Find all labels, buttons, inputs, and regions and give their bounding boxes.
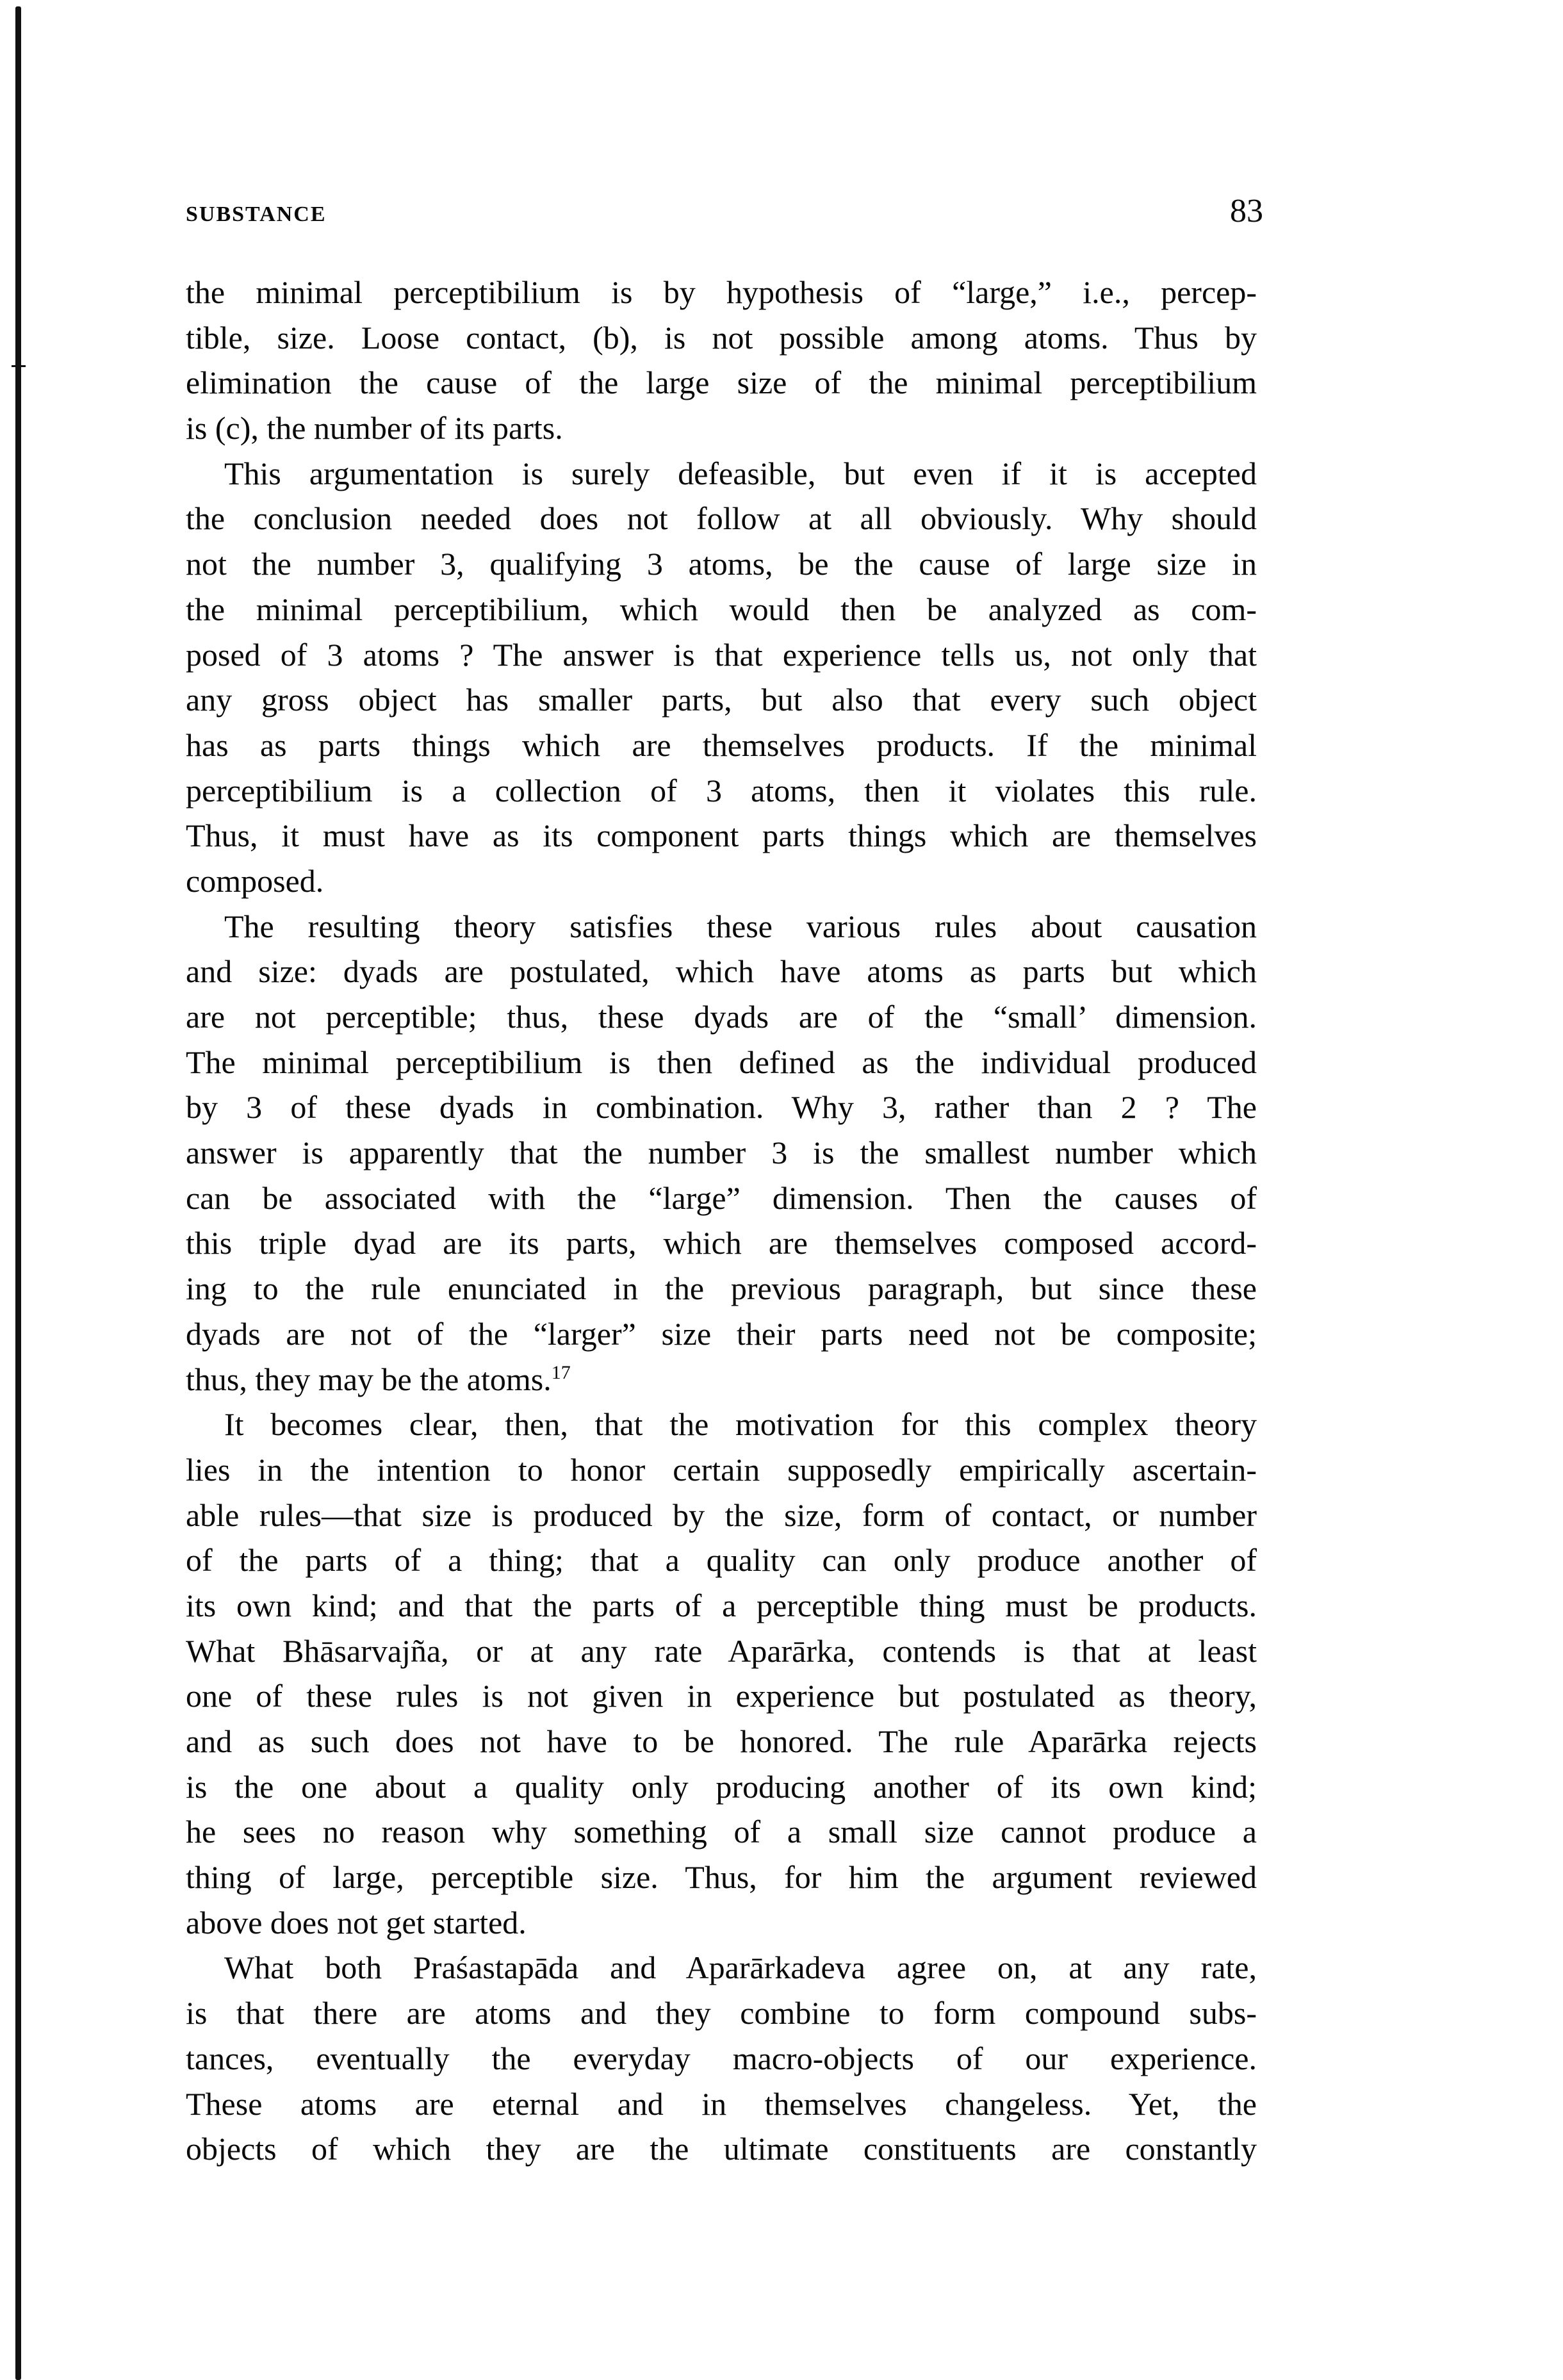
text-line: are not perceptible; thus, these dyads are of the “small’ dimension. [186, 999, 1257, 1035]
page-number: 83 [1230, 193, 1263, 229]
text-line: posed of 3 atoms ? The answer is that experience tells us, not only that [186, 636, 1257, 673]
text-line: Thus, it must have as its component parts things which are themselves [186, 817, 1257, 854]
text-line: any gross object has smaller parts, but also that every such object [186, 682, 1257, 718]
text-line: and as such does not have to be honored. The rule Aparārka rejects [186, 1723, 1257, 1759]
text-line: not the number 3, qualifying 3 atoms, be the cause of large size in [186, 546, 1257, 582]
text-line: elimination the cause of the large size of the minimal perceptibilium [186, 365, 1257, 401]
text-line: ing to the rule enunciated in the previous paragraph, but since these [186, 1270, 1257, 1307]
text-line: and size: dyads are postulated, which have atoms as parts but which [186, 953, 1257, 990]
running-head [186, 192, 1263, 237]
text-line: dyads are not of the “larger” size their parts need not be composite; [186, 1315, 1257, 1352]
page-binding-edge [15, 6, 21, 2380]
text-line: lies in the intention to honor certain supposedly empirically ascertain- [186, 1451, 1257, 1488]
text-line-content: thus, they may be the atoms. [186, 1361, 552, 1397]
paragraph [186, 451, 1257, 904]
text-line: tible, size. Loose contact, (b), is not possible among atoms. Thus by [186, 319, 1257, 356]
paragraph [186, 270, 1257, 451]
text-line: These atoms are eternal and in themselves changeless. Yet, the [186, 2085, 1257, 2122]
text-line: What both Praśastapāda and Aparārkadeva agree on, at any rate, [224, 1949, 1257, 1986]
paragraph [186, 904, 1257, 1402]
paragraph [186, 1402, 1257, 1945]
text-line-with-footnote [186, 1357, 1257, 1402]
text-line: This argumentation is surely defeasible, but even if it is accepted [224, 455, 1257, 491]
text-line: the conclusion needed does not follow at all obviously. Why should [186, 500, 1257, 537]
text-line: this triple dyad are its parts, which are themselves composed accord- [186, 1225, 1257, 1261]
text-line: tances, eventually the everyday macro-objects of our experience. [186, 2040, 1257, 2076]
text-line: is the one about a quality only producing another of its own kind; [186, 1768, 1257, 1805]
page-binding-mark [12, 365, 26, 367]
text-line: one of these rules is not given in experience but postulated as theory, [186, 1678, 1257, 1714]
text-line: of the parts of a thing; that a quality can only produce another of [186, 1542, 1257, 1579]
text-line: able rules—that size is produced by the size, form of contact, or number [186, 1497, 1257, 1533]
text-line: perceptibilium is a collection of 3 atoms, then it violates this rule. [186, 772, 1257, 808]
text-line: What Bhāsarvajña, or at any rate Aparārka, contends is that at least [186, 1632, 1257, 1669]
text-line: The minimal perceptibilium is then defined as the individual produced [186, 1044, 1257, 1080]
text-line: the minimal perceptibilium is by hypothesis of “large,” i.e., percep- [186, 274, 1257, 310]
text-line: objects of which they are the ultimate constituents are constantly [186, 2131, 1257, 2167]
text-line: he sees no reason why something of a small size cannot produce a [186, 1814, 1257, 1850]
text-line: The resulting theory satisfies these various rules about causation [224, 908, 1257, 944]
text-line: above does not get started. [186, 1904, 527, 1941]
text-line: It becomes clear, then, that the motivation for this complex theory [224, 1406, 1257, 1443]
text-line: answer is apparently that the number 3 is the smallest number which [186, 1135, 1257, 1171]
text-line: is that there are atoms and they combine to form compound subs- [186, 1995, 1257, 2031]
text-line: has as parts things which are themselves products. If the minimal [186, 726, 1257, 763]
body-text [186, 270, 1257, 2172]
text-line: composed. [186, 862, 324, 899]
text-line: can be associated with the “large” dimension. Then the causes of [186, 1179, 1257, 1216]
running-head-title: SUBSTANCE [186, 202, 327, 226]
text-line: thing of large, perceptible size. Thus, for him the argument reviewed [186, 1859, 1257, 1896]
text-line: the minimal perceptibilium, which would then be analyzed as com- [186, 591, 1257, 627]
footnote-reference[interactable]: 17 [551, 1361, 571, 1383]
text-line: by 3 of these dyads in combination. Why 3, rather than 2 ? The [186, 1089, 1257, 1126]
text-line: its own kind; and that the parts of a perceptible thing must be products. [186, 1587, 1257, 1623]
text-line: is (c), the number of its parts. [186, 410, 563, 447]
paragraph [186, 1945, 1257, 2171]
